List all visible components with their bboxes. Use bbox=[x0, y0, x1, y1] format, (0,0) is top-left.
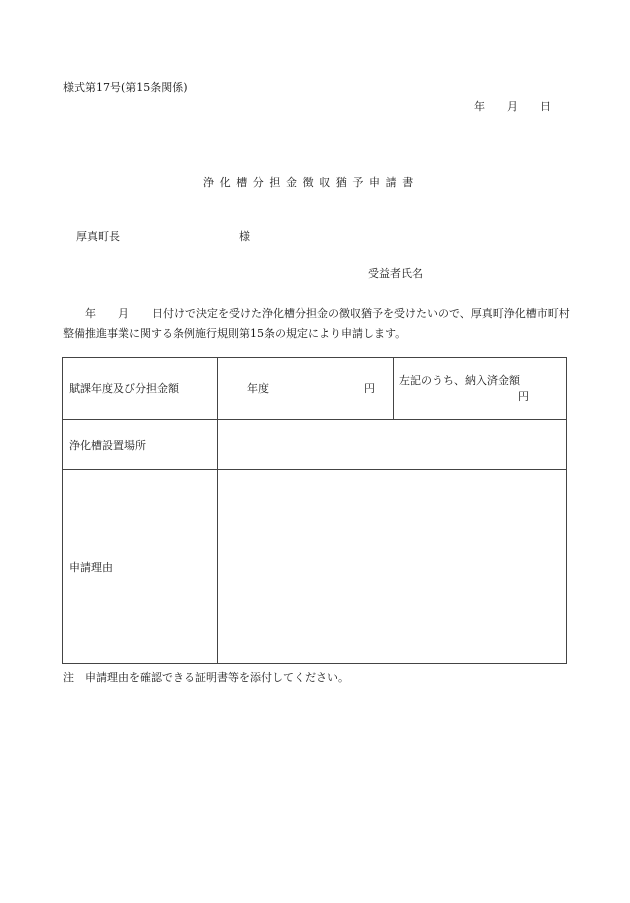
application-statement bbox=[63, 304, 571, 344]
addressee-honorific: 様 bbox=[239, 230, 250, 243]
date-year-label: 年 bbox=[474, 100, 485, 113]
statement-year-label: 年 bbox=[85, 307, 96, 320]
assessment-year-amount-label: 賦課年度及び分担金額 bbox=[69, 382, 179, 395]
statement-text: 日付けで決定を受けた浄化槽分担金の徴収猶予を受けたいので、厚真町浄化槽市町村整備推進事業に関する条例施行規則第15条の規定により申請します。 bbox=[63, 307, 570, 340]
application-reason-label: 申請理由 bbox=[69, 561, 113, 574]
fiscal-year-unit: 年度 bbox=[247, 382, 269, 395]
date-month-label: 月 bbox=[507, 100, 518, 113]
addressee-name: 厚真町長 bbox=[76, 230, 120, 243]
paid-amount-yen-unit: 円 bbox=[518, 390, 529, 403]
form-number: 様式第17号(第15条関係) bbox=[63, 81, 188, 94]
attachment-note: 注 申請理由を確認できる証明書等を添付してください。 bbox=[63, 671, 349, 684]
document-title: 浄化槽分担金徴収猶予申請書 bbox=[203, 176, 419, 189]
paid-amount-label: 左記のうち、納入済金額 bbox=[399, 374, 520, 387]
table-column-divider bbox=[393, 358, 394, 419]
table-column-divider bbox=[217, 358, 218, 663]
table-row-divider bbox=[63, 469, 566, 470]
applicant-label: 受益者氏名 bbox=[368, 267, 423, 280]
application-table bbox=[62, 357, 567, 664]
installation-location-label: 浄化槽設置場所 bbox=[69, 439, 146, 452]
statement-month-label: 月 bbox=[118, 307, 129, 320]
amount-yen-unit: 円 bbox=[364, 382, 375, 395]
table-row-divider bbox=[63, 419, 566, 420]
date-line bbox=[474, 101, 551, 112]
date-day-label: 日 bbox=[540, 100, 551, 113]
